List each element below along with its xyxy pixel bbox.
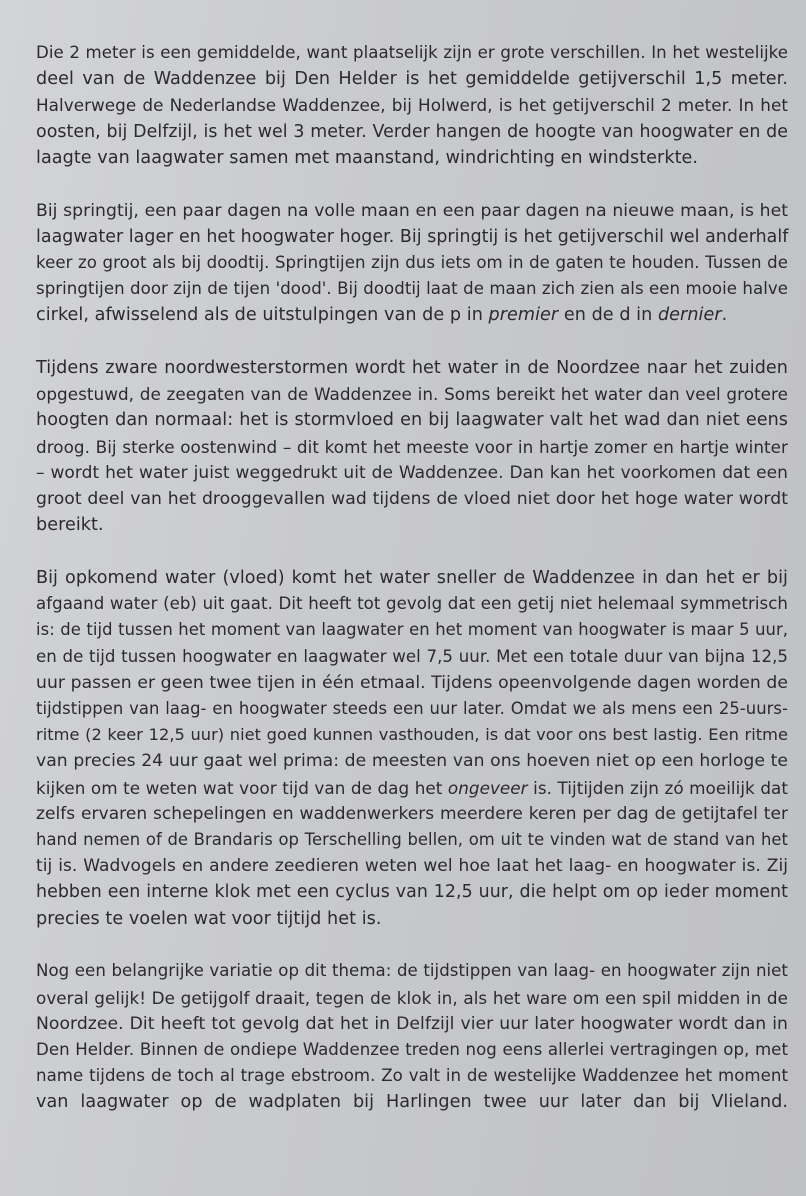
text-line: Bij springtij, een paar dagen na volle maan en een paar dagen na nieuwe maan, is het	[36, 200, 788, 221]
document-page	[36, 40, 788, 1142]
text-line: laagwater lager en het hoogwater hoger. Bij springtij is het getijverschil wel anderhalf	[36, 226, 789, 247]
text-line: Den Helder. Binnen de ondiepe Waddenzee treden nog eens allerlei vertragingen op, met	[36, 1039, 788, 1059]
text-line: Halverwege de Nederlandse Waddenzee, bij Holwerd, is het getijverschil 2 meter. In het	[36, 95, 788, 116]
text-line: bereikt.	[36, 515, 104, 536]
text-segment: .	[721, 305, 728, 326]
text-line: hebben een interne klok met een cyclus van 12,5 uur, die helpt om op ieder moment	[36, 882, 788, 903]
text-segment: is. Tijtijden zijn zó moeilijk dat	[527, 777, 788, 798]
italic-word-premier: premier	[488, 305, 559, 326]
text-line: hand nemen of de Brandaris op Terschelling bellen, om uit te vinden wat de stand van het	[36, 829, 788, 849]
text-line: droog. Bij sterke oostenwind – dit komt het meeste voor in hartje zomer en hartje winter	[36, 436, 788, 457]
text-line: Nog een belangrijke variatie op dit thema: de tijdstippen van laag- en hoogwater zijn niet	[36, 961, 788, 981]
text-line: Die 2 meter is een gemiddelde, want plaatselijk zijn er grote verschillen. In het westelijke	[36, 43, 788, 62]
text-segment: kijken om te weten wat voor tijd van de dag het	[36, 777, 448, 798]
paragraph-tidal-wave-variation	[36, 958, 788, 1115]
text-line: uur passen er geen twee tijen in één etmaal. Tijdens opeenvolgende dagen worden de	[36, 672, 788, 693]
text-line: opgestuwd, de zeegaten van de Waddenzee in. Soms bereikt het water dan veel grotere	[36, 384, 788, 405]
text-line: ritme (2 keer 12,5 uur) niet goed kunnen vasthouden, is dat voor ons best lastig. Een ritme	[36, 725, 788, 745]
text-line: afgaand water (eb) uit gaat. Dit heeft tot gevolg dat een getij niet helemaal symmetrisch	[36, 594, 788, 614]
text-line: precies te voelen wat voor tijtijd het is.	[36, 908, 382, 929]
text-line: Tijdens zware noordwesterstormen wordt het water in de Noordzee naar het zuiden	[36, 358, 788, 379]
text-line: is: de tijd tussen het moment van laagwater en het moment van hoogwater is maar 5 uur,	[36, 620, 788, 640]
text-line: en de tijd tussen hoogwater en laagwater wel 7,5 uur. Met een totale duur van bijna 12,5	[36, 646, 788, 666]
text-line: oosten, bij Delfzijl, is het wel 3 meter. Verder hangen de hoogte van hoogwater en de	[36, 121, 788, 142]
text-line: tijdstippen van laag- en hoogwater steeds een uur later. Omdat we als mens een 25-uurs-	[36, 698, 788, 718]
text-line: Bij opkomend water (vloed) komt het water sneller de Waddenzee in dan het er bij	[36, 567, 788, 588]
text-line: van laagwater op de wadplaten bij Harlingen twee uur later dan bij Vlieland.	[36, 1092, 788, 1113]
text-line: springtijen door zijn de tijen 'dood'. Bij doodtij laat de maan zich zien als een mooie halve	[36, 279, 788, 299]
text-line: name tijdens de toch al trage ebstroom. Zo valt in de westelijke Waddenzee het moment	[36, 1066, 788, 1086]
text-line: laagte van laagwater samen met maanstand, windrichting en windsterkte.	[36, 147, 699, 168]
text-line: deel van de Waddenzee bij Den Helder is het gemiddelde getijverschil 1,5 meter.	[36, 69, 788, 90]
text-line: tij is. Wadvogels en andere zeedieren weten wel hoe laat het laag- en hoogwater is. Zij	[36, 856, 788, 877]
text-segment: cirkel, afwisselend als de uitstulpingen van de p in	[36, 305, 489, 326]
text-line: – wordt het water juist weggedrukt uit de Waddenzee. Dan kan het voorkomen dat een	[36, 462, 788, 483]
italic-word-ongeveer: ongeveer	[447, 777, 528, 798]
text-line: hoogten dan normaal: het is stormvloed en bij laagwater valt het wad dan niet eens	[36, 410, 788, 431]
paragraph-tidal-range	[36, 40, 788, 171]
text-segment: en de d in	[558, 305, 658, 326]
paragraph-spring-tide	[36, 198, 788, 329]
text-line	[36, 302, 788, 328]
paragraph-flood-ebb-asymmetry	[36, 565, 788, 932]
text-line: Noordzee. Dit heeft tot gevolg dat het in Delfzijl vier uur later hoogwater wordt dan in	[36, 1013, 788, 1034]
text-line: keer zo groot als bij doodtij. Springtijen zijn dus iets om in de gaten te houden. Tussen de	[36, 252, 788, 272]
text-line: overal gelijk! De getijgolf draait, tegen de klok in, als het ware om een spil midden in de	[36, 987, 788, 1008]
italic-word-dernier: dernier	[657, 305, 722, 326]
text-line: zelfs ervaren schepelingen en waddenwerkers meerdere keren per dag de getijtafel ter	[36, 803, 788, 824]
text-line: groot deel van het drooggevallen wad tijdens de vloed niet door het hoge water wordt	[36, 489, 788, 510]
paragraph-storm-surge	[36, 355, 788, 538]
text-line: van precies 24 uur gaat wel prima: de meesten van ons hoeven niet op een horloge te	[36, 751, 788, 772]
text-line	[36, 775, 788, 801]
